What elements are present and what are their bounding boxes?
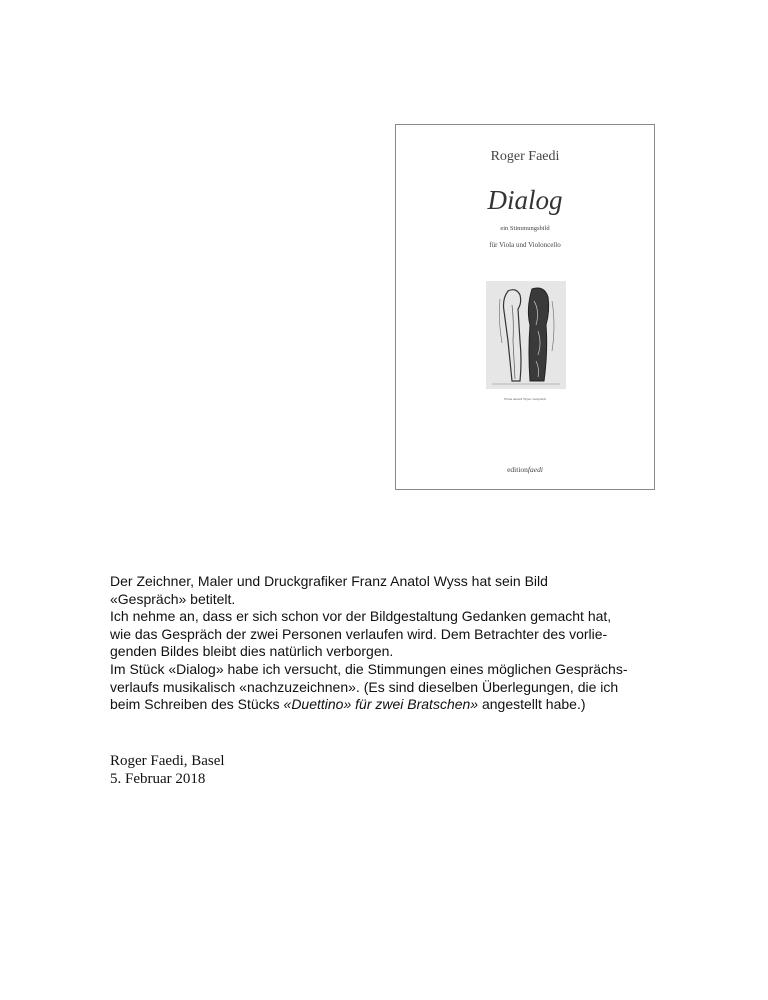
cover-instrumentation: für Viola und Violoncello: [489, 241, 561, 249]
publisher-suffix: faedi: [527, 465, 543, 474]
signature-name: Roger Faedi, Basel: [110, 753, 225, 769]
signature-date: 5. Februar 2018: [110, 771, 206, 787]
cover-title: Dialog: [487, 185, 563, 215]
cover-author: Roger Faedi: [490, 149, 560, 164]
body-line: Ich nehme an, dass er sich schon vor der Bildgestaltung Gedanken gemacht hat,: [110, 608, 612, 625]
last-line-italic: «Duettino» für zwei Bratschen»: [283, 696, 479, 713]
body-line: Der Zeichner, Maler und Druckgrafiker Franz Anatol Wyss hat sein Bild: [110, 573, 548, 589]
body-line: verlaufs musikalisch «nachzuzeichnen». (Es sind dieselben Überlegungen, die ich: [110, 678, 619, 695]
cover-image: [395, 124, 655, 490]
publisher-prefix: edition: [507, 465, 528, 474]
signature-block: [110, 752, 225, 788]
body-text: [110, 573, 650, 714]
body-line: Im Stück «Dialog» habe ich versucht, die Stimmungen eines möglichen Gesprächs-: [110, 660, 628, 677]
cover-subtitle: ein Stimmungsbild: [500, 225, 550, 232]
body-line: wie das Gespräch der zwei Personen verlaufen wird. Dem Betrachter des vorlie-: [110, 625, 608, 642]
cover-publisher: [396, 465, 654, 474]
figure-drawing-icon: [486, 281, 566, 389]
body-line: genden Bildes bleibt dies natürlich verborgen.: [110, 643, 394, 660]
last-line-before: beim Schreiben des Stücks: [110, 696, 284, 713]
body-line-last: [110, 696, 650, 714]
cover-image-caption: Franz Anatol Wyss: Gespräch: [504, 397, 546, 401]
body-line: «Gespräch» betitelt.: [110, 590, 236, 607]
last-line-after: angestellt habe.): [478, 696, 586, 713]
cover-artwork: [486, 281, 566, 389]
